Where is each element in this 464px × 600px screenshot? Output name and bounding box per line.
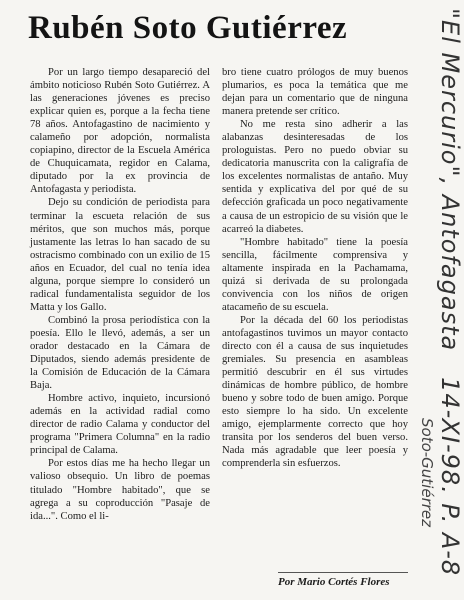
paragraph: Por un largo tiempo desapareció del ámbito noticioso Rubén Soto Gutiérrez. A las generaciones jóvenes es preciso explicar quien es, porque a la fecha tiene 78 años. Antofagastino de nacimiento y calameño por adopción, normalista copiapino, director de la Escuela América de Chuquicamata, regidor en Calama, diputado por la ex provincia de Antofagasta y periodista. bbox=[30, 67, 210, 196]
paragraph: "Hombre habitado" tiene la poesía sencilla, fácilmente comprensiva y altamente inspirada en la Pachamama, quizá si derivada de su prolongada convivencia con los niños de origen atacameño de su escuela. bbox=[222, 236, 408, 313]
source-date-note bbox=[436, 8, 464, 576]
article-column-left bbox=[30, 66, 210, 523]
paragraph: Por estos días me ha hecho llegar un valioso obsequio. Un libro de poemas titulado "Hombre habitado", que se agrega a su coproducción "Pasaje de ida...". Como el li- bbox=[30, 458, 210, 522]
paragraph: Hombre activo, inquieto, incursionó además en la actividad radial como director de radio Calama y conductor del programa "Primera Columna" en la radio principal de Calama. bbox=[30, 393, 210, 457]
signature-note: Soto-Gutiérrez bbox=[418, 418, 436, 528]
source-note: "El Mercurio", Antofagasta bbox=[436, 8, 464, 352]
paragraph: bro tiene cuatro prólogos de muy buenos plumarios, es poca la temática que me dejan para un comentario que de ninguna manera pretende ser crítico. bbox=[222, 67, 408, 118]
paragraph: Dejo su condición de periodista para terminar la escueta relación de sus méritos, que son muchos más, porque justamente las letras lo han sacado de su ostracismo combinado con un exilio de 15 años en Ecuador, del cual no tenía idea alguna, porque siempre lo consideró un radical fundamentalista seguidor de los Matta y los Gallo. bbox=[30, 197, 210, 313]
article-column-right bbox=[222, 66, 408, 470]
paragraph: No me resta sino adherir a las alabanzas desinteresadas de los prologuistas. Pero no puedo obviar su dedicatoria manuscrita con la caligrafía de los excelentes normalistas de antaño. Muy sentida y explicativa del por qué de su defección graficada un poco negativamente a causa de un estropicio de su visión que le acarreó la diabetes. bbox=[222, 119, 408, 235]
byline-rule bbox=[278, 572, 408, 573]
handwritten-signature bbox=[398, 418, 436, 568]
article-title: Rubén Soto Gutiérrez bbox=[28, 10, 348, 46]
newspaper-clipping bbox=[8, 4, 428, 596]
byline: Por Mario Cortés Flores bbox=[278, 576, 390, 588]
paragraph: Por la década del 60 los periodistas antofagastinos tuvimos un mayor contacto directo con él a causa de sus inquietudes gremiales. Su presencia en asambleas permitió descubrir en él sus virtudes dinámicas de hombre público, de hombre bueno y sobre todo de buen amigo. Porque esto siempre lo ha sido. Un excelente amigo, ejemplarmente correcto que hoy transita por los senderos del buen verso. Nada más agradable que leer poesía y comprenderla sin esfuerzos. bbox=[222, 314, 408, 470]
paragraph: Combinó la prosa periodística con la poesía. Ello le llevó, además, a ser un orador destacado en la Cámara de Diputados, siendo además presidente de la Comisión de Educación de la Cámara Baja. bbox=[30, 314, 210, 392]
date-page-note: 14-XI-98. P. A-8 bbox=[436, 377, 464, 577]
